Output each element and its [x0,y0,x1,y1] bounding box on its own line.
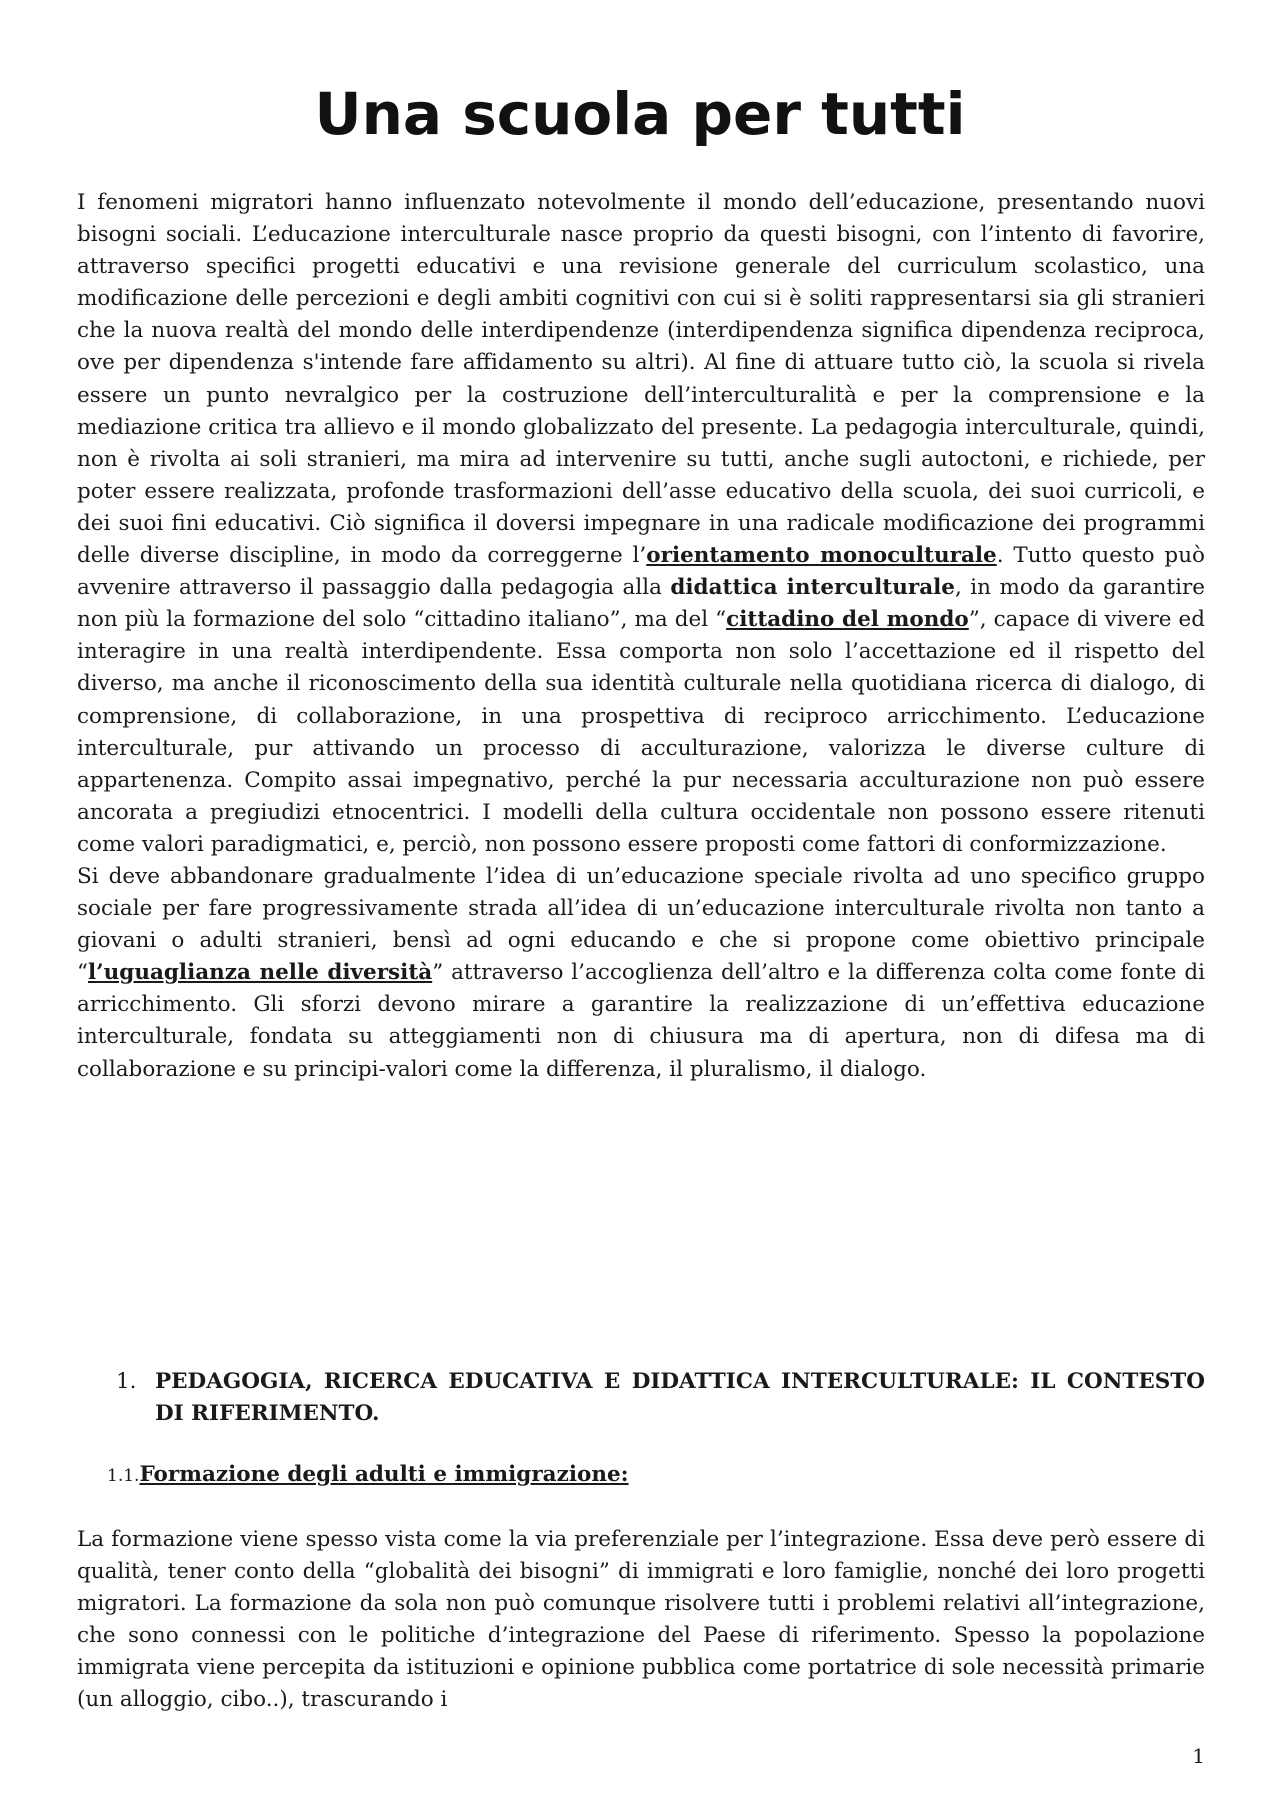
term-uguaglianza-nelle-diversita: l’uguaglianza nelle diversità [88,960,433,986]
intro-section [77,187,1205,1086]
subsection-title: Formazione degli adulti e immigrazione: [139,1462,629,1487]
subsection-heading-1-1 [107,1459,1205,1492]
paragraph-text: ”, capace di vivere ed interagire in una realtà interdipendente. Essa comporta non solo l’accettazione ed il rispetto del diverso, ma anche il riconoscimento della sua identità culturale nella quotidiana ricerca di dialogo, di comprensione, di collaborazione, in una prospettiva di reciproco arricchimento. L’educazione interculturale, pur attivando un processo di acculturazione, valorizza le diverse culture di appartenenza. Compito assai impegnativo, perché la pur necessaria acculturazione non può essere ancorata a pregiudizi etnocentrici. I modelli della cultura occidentale non possono essere ritenuti come valori paradigmatici, e, perciò, non possono essere proposti come fattori di conformizzazione. [77,607,1205,857]
section-heading-1 [116,1366,1205,1430]
term-didattica-interculturale: didattica interculturale [670,575,955,601]
subsection-number: 1.1. [107,1466,140,1486]
section-title: PEDAGOGIA, RICERCA EDUCATIVA E DIDATTICA INTERCULTURALE: IL CONTESTO DI RIFERIMENTO. [155,1369,1205,1426]
paragraph-intro [77,187,1205,861]
paragraph-text: I fenomeni migratori hanno influenzato notevolmente il mondo dell’educazione, presentando nuovi bisogni sociali. L’educazione interculturale nasce proprio da questi bisogni, con l’intento di favorire, attraverso specifici progetti educativi e una revisione generale del curriculum scolastico, una modificazione delle percezioni e degli ambiti cognitivi con cui si è soliti rappresentarsi sia gli stranieri che la nuova realtà del mondo delle interdipendenze (interdipendenza significa dipendenza reciproca, ove per dipendenza s'intende fare affidamento su altri). Al fine di attuare tutto ciò, la scuola si rivela essere un punto nevralgico per la costruzione dell’interculturalità e per la comprensione e la mediazione critica tra allievo e il mondo globalizzato del presente. La pedagogia interculturale, quindi, non è rivolta ai soli stranieri, ma mira ad intervenire su tutti, anche sugli autoctoni, e richiede, per poter essere realizzata, profonde trasformazioni dell’asse educativo della scuola, dei suoi curricoli, e dei suoi fini educativi. Ciò significa il doversi impegnare in una radicale modificazione dei programmi delle diverse discipline, in modo da correggerne l’ [77,190,1205,569]
section-number: 1. [116,1369,137,1394]
document-title: Una scuola per tutti [314,80,966,148]
page-number: 1 [1192,1744,1205,1768]
paragraph-text: . Tutto questo può avvenire attraverso il passaggio dalla pedagogia alla [77,543,1205,601]
term-cittadino-del-mondo: cittadino del mondo [726,607,969,633]
paragraph-text: , in modo da garantire non più la formazione del solo “cittadino italiano”, ma del “ [77,575,1205,633]
paragraph-second [77,861,1205,1086]
paragraph-text: ” attraverso l’accoglienza dell’altro e la differenza colta come fonte di arricchimento. Gli sforzi devono mirare a garantire la realizzazione di un’effettiva educazione interculturale, fondata su atteggiamenti non di chiusura ma di apertura, non di difesa ma di collaborazione e su principi-valori come la differenza, il pluralismo, il dialogo. [77,960,1205,1082]
paragraph-text: Si deve abbandonare gradualmente l’idea di un’educazione speciale rivolta ad uno specifico gruppo sociale per fare progressivamente strada all’idea di un’educazione interculturale rivolta non tanto a giovani o adulti stranieri, bensì ad ogni educando e che si propone come obiettivo principale “ [77,863,1205,986]
paragraph-formazione: La formazione viene spesso vista come la via preferenziale per l’integrazione. Essa deve però essere di qualità, tener conto della “globalità dei bisogni” di immigrati e loro famiglie, nonché dei loro progetti migratori. La formazione da sola non può comunque risolvere tutti i problemi relativi all’integrazione, che sono connessi con le politiche d’integrazione del Paese di riferimento. Spesso la popolazione immigrata viene percepita da istituzioni e opinione pubblica come portatrice di sole necessità primarie (un alloggio, cibo..), trascurando i [77,1527,1205,1713]
term-orientamento-monoculturale: orientamento monoculturale [646,543,997,569]
